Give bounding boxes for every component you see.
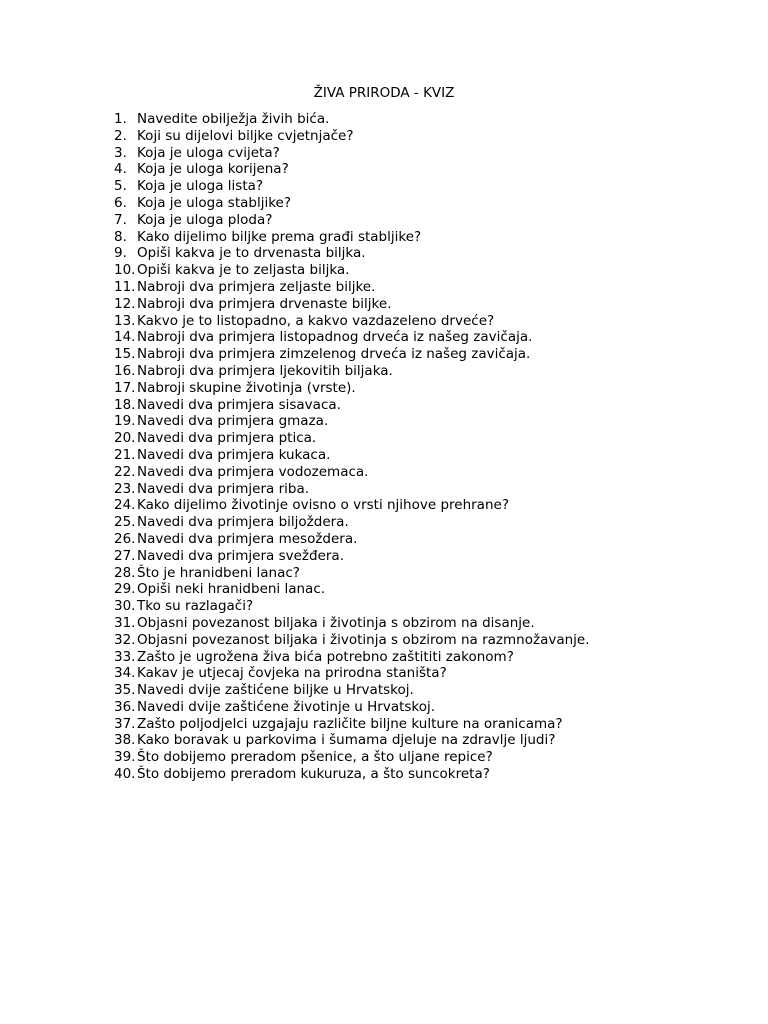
question-text: Kakav je utjecaj čovjeka na prirodna staništa? — [137, 665, 447, 682]
question-text: Objasni povezanost biljaka i životinja s obzirom na disanje. — [137, 614, 535, 631]
question-number: 39. — [114, 749, 136, 766]
question-number: 11. — [114, 278, 136, 295]
question-item — [114, 329, 590, 346]
question-item — [114, 497, 590, 514]
question-number: 40. — [114, 766, 136, 783]
question-text: Koja je uloga korijena? — [137, 161, 289, 178]
question-item — [114, 229, 590, 246]
question-text: Navedi dva primjera riba. — [137, 480, 310, 497]
question-item — [114, 161, 590, 178]
question-number: 2. — [114, 127, 127, 144]
question-number: 21. — [114, 446, 136, 463]
question-text: Koja je uloga stabljike? — [137, 194, 292, 211]
question-item — [114, 128, 590, 145]
question-text: Nabroji dva primjera zeljaste biljke. — [137, 278, 376, 295]
question-item — [114, 766, 590, 783]
question-number: 12. — [114, 295, 136, 312]
question-text: Nabroji dva primjera zimzelenog drveća iz našeg zavičaja. — [137, 346, 531, 363]
question-number: 4. — [114, 161, 127, 178]
question-number: 29. — [114, 581, 136, 598]
question-number: 5. — [114, 178, 127, 195]
question-item — [114, 548, 590, 565]
question-item — [114, 296, 590, 313]
question-number: 3. — [114, 144, 127, 161]
question-text: Opiši neki hranidbeni lanac. — [137, 581, 326, 598]
question-number: 22. — [114, 463, 136, 480]
question-text: Navedi dva primjera mesoždera. — [137, 530, 358, 547]
question-text: Kakvo je to listopadno, a kakvo vazdazeleno drveće? — [137, 312, 495, 329]
question-item — [114, 195, 590, 212]
question-item — [114, 447, 590, 464]
question-item — [114, 430, 590, 447]
question-item — [114, 514, 590, 531]
question-text: Objasni povezanost biljaka i životinja s obzirom na razmnožavanje. — [137, 631, 590, 648]
question-text: Navedite obilježja živih bića. — [137, 111, 330, 127]
question-number: 16. — [114, 362, 136, 379]
question-item — [114, 632, 590, 649]
question-text: Što dobijemo preradom kukuruza, a što suncokreta? — [137, 766, 490, 783]
question-number: 13. — [114, 312, 136, 329]
question-text: Što je hranidbeni lanac? — [137, 564, 300, 581]
question-number: 37. — [114, 715, 136, 732]
question-number: 32. — [114, 631, 136, 648]
document-title: ŽIVA PRIRODA - KVIZ — [313, 85, 455, 101]
question-text: Koja je uloga lista? — [137, 178, 264, 195]
question-item — [114, 397, 590, 414]
question-text: Navedi dva primjera gmaza. — [137, 413, 329, 430]
question-number: 35. — [114, 682, 136, 699]
question-number: 23. — [114, 480, 136, 497]
question-item — [114, 581, 590, 598]
question-item — [114, 682, 590, 699]
question-number: 7. — [114, 211, 127, 228]
question-item — [114, 363, 590, 380]
question-item — [114, 665, 590, 682]
question-text: Kako dijelimo biljke prema građi stabljike? — [137, 228, 422, 245]
question-number: 38. — [114, 732, 136, 749]
question-text: Navedi dvije zaštićene biljke u Hrvatskoj. — [137, 682, 414, 699]
question-text: Kako dijelimo životinje ovisno o vrsti njihove prehrane? — [137, 497, 509, 514]
question-number: 34. — [114, 665, 136, 682]
question-number: 30. — [114, 598, 136, 615]
question-text: Tko su razlagači? — [137, 598, 254, 615]
question-item — [114, 380, 590, 397]
question-number: 8. — [114, 228, 127, 245]
question-text: Navedi dva primjera ptica. — [137, 430, 317, 447]
question-item — [114, 732, 590, 749]
question-text: Nabroji dva primjera ljekovitih biljaka. — [137, 362, 393, 379]
question-number: 20. — [114, 430, 136, 447]
question-text: Navedi dva primjera kukaca. — [137, 446, 331, 463]
question-number: 28. — [114, 564, 136, 581]
question-text: Navedi dva primjera biljoždera. — [137, 514, 349, 531]
question-text: Zašto je ugrožena živa bića potrebno zaštititi zakonom? — [137, 648, 514, 665]
question-item — [114, 346, 590, 363]
question-item — [114, 413, 590, 430]
question-text: Navedi dvije zaštićene životinje u Hrvatskoj. — [137, 698, 436, 715]
question-number: 14. — [114, 329, 136, 346]
question-item — [114, 615, 590, 632]
question-item — [114, 699, 590, 716]
question-item — [114, 649, 590, 666]
question-item — [114, 111, 590, 128]
question-text: Koji su dijelovi biljke cvjetnjače? — [137, 127, 354, 144]
question-number: 27. — [114, 547, 136, 564]
question-item — [114, 464, 590, 481]
question-number: 31. — [114, 614, 136, 631]
question-text: Koja je uloga cvijeta? — [137, 144, 280, 161]
question-number: 10. — [114, 262, 136, 279]
question-item — [114, 262, 590, 279]
question-text: Zašto poljodjelci uzgajaju različite biljne kulture na oranicama? — [137, 715, 563, 732]
question-number: 25. — [114, 514, 136, 531]
question-text: Navedi dva primjera sisavaca. — [137, 396, 341, 413]
question-text: Opiši kakva je to zeljasta biljka. — [137, 262, 350, 279]
question-item — [114, 749, 590, 766]
question-number: 9. — [114, 245, 127, 262]
question-text: Opiši kakva je to drvenasta biljka. — [137, 245, 366, 262]
question-item — [114, 313, 590, 330]
question-number: 33. — [114, 648, 136, 665]
question-number: 36. — [114, 698, 136, 715]
question-text: Kako boravak u parkovima i šumama djeluje na zdravlje ljudi? — [137, 732, 556, 749]
question-item — [114, 531, 590, 548]
question-number: 18. — [114, 396, 136, 413]
question-number: 26. — [114, 530, 136, 547]
question-list — [114, 111, 590, 783]
question-item — [114, 716, 590, 733]
question-text: Nabroji dva primjera listopadnog drveća iz našeg zavičaja. — [137, 329, 533, 346]
question-number: 15. — [114, 346, 136, 363]
question-text: Nabroji dva primjera drvenaste biljke. — [137, 295, 392, 312]
question-number: 24. — [114, 497, 136, 514]
question-item — [114, 145, 590, 162]
question-number: 1. — [114, 111, 127, 127]
question-number: 6. — [114, 194, 127, 211]
question-item — [114, 212, 590, 229]
question-text: Navedi dva primjera svežđera. — [137, 547, 344, 564]
question-item — [114, 598, 590, 615]
question-text: Nabroji skupine životinja (vrste). — [137, 379, 356, 396]
question-number: 17. — [114, 379, 136, 396]
question-item — [114, 279, 590, 296]
question-item — [114, 565, 590, 582]
question-item — [114, 178, 590, 195]
question-number: 19. — [114, 413, 136, 430]
question-text: Što dobijemo preradom pšenice, a što uljane repice? — [137, 749, 493, 766]
question-text: Koja je uloga ploda? — [137, 211, 273, 228]
question-item — [114, 481, 590, 498]
question-item — [114, 245, 590, 262]
question-text: Navedi dva primjera vodozemaca. — [137, 463, 369, 480]
